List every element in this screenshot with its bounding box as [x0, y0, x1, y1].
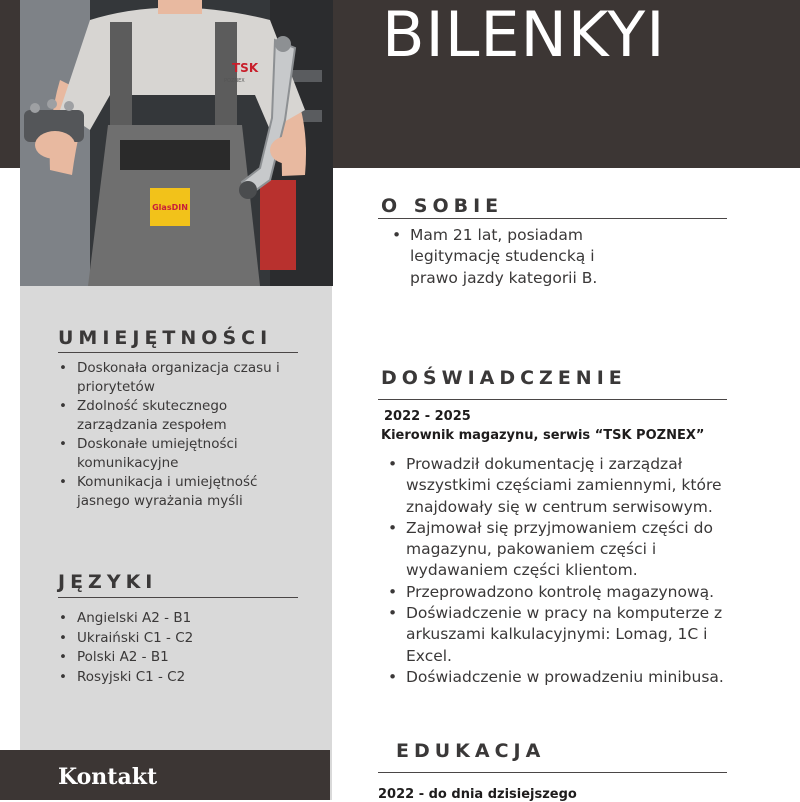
skill-item: • Zdolność skutecznego zarządzania zespołem [53, 397, 303, 435]
language-item: • Angielski A2 - B1 [53, 609, 303, 629]
patch-text: GlasDIN [152, 203, 188, 212]
experience-item: • Przeprowadzono kontrolę magazynową. [382, 582, 732, 603]
experience-item: • Doświadczenie w prowadzeniu minibusa. [382, 667, 732, 688]
contact-band [0, 750, 330, 800]
experience-item: • Zajmował się przyjmowaniem części do magazynu, pakowaniem części i wydawaniem części klientom. [382, 518, 732, 582]
experience-item: • Doświadczenie w pracy na komputerze z arkuszami kalkulacyjnymi: Lomag, 1C i Excel. [382, 603, 732, 667]
profile-photo [20, 0, 333, 286]
about-item: • Mam 21 lat, posiadam legitymację studencką i prawo jazdy kategorii B. [386, 225, 626, 289]
skills-title: UMIEJĘTNOŚCI [58, 327, 273, 349]
language-item: • Polski A2 - B1 [53, 648, 303, 668]
education-dates: 2022 - do dnia dzisiejszego [378, 787, 577, 802]
languages-title: JĘZYKI [58, 571, 158, 593]
skills-rule [58, 352, 298, 353]
job-title: Kierownik magazynu, serwis “TSK POZNEX” [381, 428, 705, 443]
person-name: BILENKYI [382, 0, 666, 71]
education-title: EDUKACJA [396, 740, 546, 762]
experience-title: DOŚWIADCZENIE [381, 367, 627, 389]
languages-list [53, 609, 303, 687]
language-item: • Rosyjski C1 - C2 [53, 668, 303, 688]
language-item: • Ukraiński C1 - C2 [53, 629, 303, 649]
about-rule [378, 218, 727, 219]
skill-item: • Doskonałe umiejętności komunikacyjne [53, 435, 303, 473]
education-rule [378, 772, 727, 773]
languages-rule [58, 597, 298, 598]
contact-title: Kontakt [58, 764, 158, 790]
experience-rule [378, 399, 727, 400]
experience-list [382, 454, 732, 688]
skills-list [53, 359, 303, 511]
skill-item: • Komunikacja i umiejętność jasnego wyrażania myśli [53, 473, 303, 511]
about-title: O SOBIE [381, 195, 504, 217]
about-list [386, 225, 626, 289]
experience-item: • Prowadził dokumentację i zarządzał wszystkimi częściami zamiennymi, które znajdowały się w centrum serwisowym. [382, 454, 732, 518]
job-dates: 2022 - 2025 [384, 409, 471, 424]
shirt-logo: TSK [232, 61, 259, 75]
shirt-logo-sub: POZNEX [224, 78, 245, 84]
skill-item: • Doskonała organizacja czasu i priorytetów [53, 359, 303, 397]
